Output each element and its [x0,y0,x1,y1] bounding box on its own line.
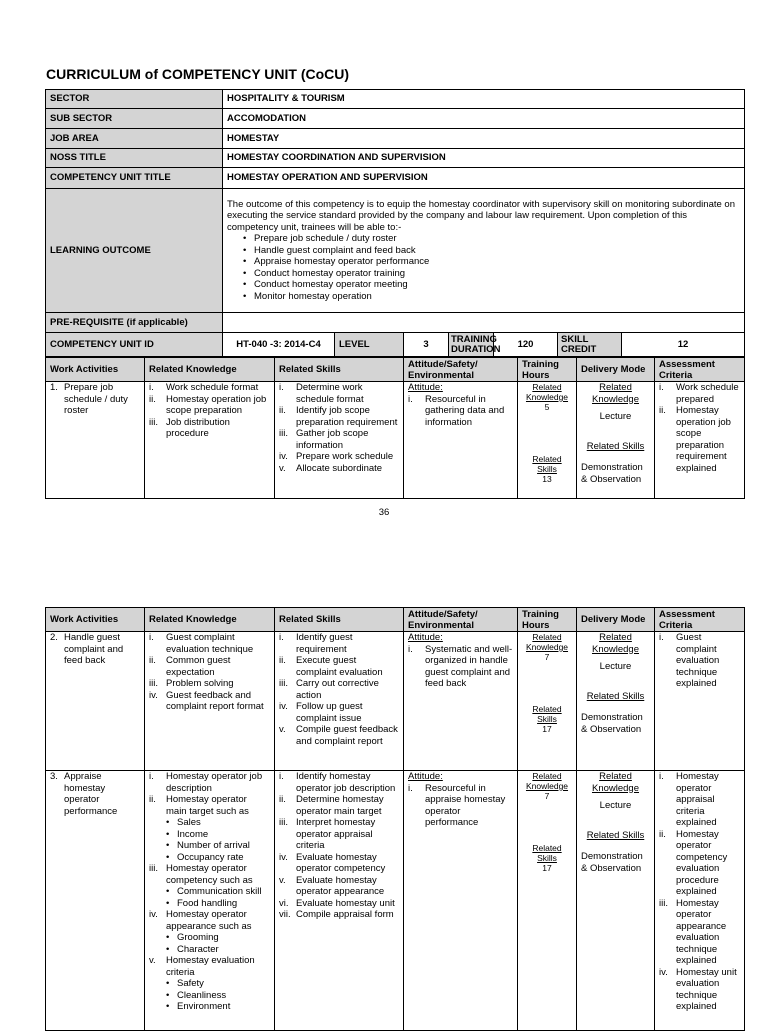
header-work-activities: Work Activities [46,608,145,632]
delivery-mode-cell [577,632,655,771]
header-assessment-criteria: Assessment Criteria [655,608,745,632]
list-item: Homestay operator main target such as [166,794,249,817]
rk-hours-label: Related Knowledge [525,382,569,402]
list-item: • Occupancy rate [166,852,270,864]
list-item: Guest feedback and complaint report format [166,689,264,712]
header-delivery-mode: Delivery Mode [577,358,655,382]
list-item: • Conduct homestay operator training [243,268,740,280]
info-label: SUB SECTOR [46,109,223,129]
list-item: Homestay operator appearance evaluation technique explained [676,897,727,966]
list-item: Job distribution procedure [166,416,230,439]
info-row-sector [46,90,745,109]
learning-outcome-row [46,189,745,313]
related-skills-cell: i. Identify homestay operator job description ii. Determine homestay operator main target iii. Interpret homestay operator appraisal criteria iv. Evaluate homestay operator competency v. Evaluate homestay operator appearance vi. Evaluate homestay unit vii. Compile appraisal form [275,771,404,1031]
list-item: • Grooming [166,932,270,944]
list-item: • Prepare job schedule / duty roster [243,233,740,245]
activity-title: Handle guest complaint and feed back [64,632,124,666]
list-item: Compile guest feedback and complaint report [296,724,398,747]
list-item: Homestay operation job scope preparation [166,393,267,416]
list-item: Gather job scope information [296,428,369,451]
table-row [46,382,745,499]
unit-id-label: COMPETENCY UNIT ID [46,333,223,357]
list-item: • Monitor homestay operation [243,291,740,303]
rk-hours-label: Related Knowledge [525,632,569,652]
training-hours-cell [518,382,577,499]
activity-title: Prepare job schedule / duty roster [64,382,128,416]
prerequisite-value [223,313,745,333]
header-attitude: Attitude/Safety/ Environmental [404,358,518,382]
header-related-knowledge: Related Knowledge [145,608,275,632]
list-item: Evaluate homestay operator competency [296,851,386,874]
rs-hours-label: Related Skills [532,843,562,863]
rk-hours-value: 5 [544,402,550,412]
related-knowledge-cell: i. Homestay operator job description ii. Homestay operator main target such as • Sales • Income • Number of arrival • Occupancy rate iii. Homestay operator competency such as • Communication skill • Food handling iv. Homestay operator appearance such as • Grooming • Character v. Homestay evaluation criteria • Safety • Cleanliness • Environment [145,771,275,1031]
list-item: Common guest expectation [166,655,231,678]
lecture-label: Lecture [599,411,632,422]
list-item: Evaluate homestay operator appearance [296,874,385,897]
prerequisite-row [46,313,745,333]
work-activities-table-page2 [45,607,745,1031]
list-item: • Conduct homestay operator meeting [243,279,740,291]
rk-hours-value: 7 [544,791,550,801]
attitude-label: Attitude: [408,771,443,782]
list-item: • Environment [166,1001,270,1013]
info-label: JOB AREA [46,129,223,149]
list-item: Homestay unit evaluation technique explained [676,966,737,1012]
rs-hours-value: 17 [542,724,552,734]
related-knowledge-cell: i. Work schedule format ii. Homestay operation job scope preparation iii. Job distribution procedure [145,382,275,499]
rs-hours-label: Related Skills [532,704,562,724]
attitude-label: Attitude: [408,382,443,393]
list-item: Carry out corrective action [296,678,379,701]
rs-mode-label: Related Skills [586,829,645,841]
training-hours-cell [518,632,577,771]
header-training-hours: Training Hours [518,608,577,632]
rk-hours-value: 7 [544,652,550,662]
list-item: Homestay evaluation criteria [166,955,255,978]
info-row-sub-sector [46,109,745,129]
list-item: Identify homestay operator job description [296,771,396,794]
list-item: • Cleanliness [166,990,270,1002]
unit-id-value: HT-040 -3: 2014-C4 [223,333,335,357]
list-item: • Food handling [166,898,270,910]
demo-label: Demonstration & Observation [581,712,643,735]
learning-outcome-intro: The outcome of this competency is to equip the homestay coordinator with supervisory skill on monitoring subordinate on executing the service standard provided by the company and labour law requirement. Upon completion of this competency unit, trainees will be able to:- [227,198,735,233]
attitude-cell: Attitude: i. Resourceful in appraise homestay operator performance [404,771,518,1031]
list-item: • Communication skill [166,886,270,898]
work-activity-cell [46,632,145,771]
list-item: Guest complaint evaluation technique [166,632,254,655]
list-item: Resourceful in gathering data and information [425,393,505,428]
list-item: Resourceful in appraise homestay operator performance [425,782,506,828]
work-activity-cell [46,382,145,499]
learning-outcome-list [227,233,740,302]
list-item: Identify job scope preparation requirement [296,405,398,428]
list-item: Allocate subordinate [296,462,383,474]
list-item: Follow up guest complaint issue [296,701,363,724]
list-item: • Handle guest complaint and feed back [243,245,740,257]
level-value: 3 [404,333,449,357]
rk-mode-label: Related Knowledge [591,382,639,405]
header-related-skills: Related Skills [275,608,404,632]
activity-number: 3. [50,771,58,782]
unit-id-row [46,333,745,357]
rk-mode-label: Related Knowledge [591,771,639,794]
list-item: • Income [166,829,270,841]
list-item: Homestay operator competency such as [166,863,253,886]
level-label: LEVEL [335,333,404,357]
rk-hours-label: Related Knowledge [525,771,569,791]
list-item: Problem solving [166,678,234,689]
header-training-hours: Training Hours [518,358,577,382]
learning-outcome-label: LEARNING OUTCOME [46,189,223,313]
unit-info-table [45,89,745,357]
info-label: SECTOR [46,90,223,109]
related-skills-cell: i. Determine work schedule format ii. Identify job scope preparation requirement iii. Gather job scope information iv. Prepare work schedule v. Allocate subordinate [275,382,404,499]
training-hours-cell [518,771,577,1031]
attitude-cell: Attitude: i. Systematic and well-organized in handle guest complaint and feed back [404,632,518,771]
header-related-knowledge: Related Knowledge [145,358,275,382]
list-item: Determine homestay operator main target [296,794,384,817]
lecture-label: Lecture [599,800,632,811]
table-row [46,771,745,1031]
list-item: • Appraise homestay operator performance [243,256,740,268]
skill-credit-cell [558,333,745,357]
skill-credit-value: 12 [677,338,689,350]
list-item: • Number of arrival [166,840,270,852]
page-title: CURRICULUM of COMPETENCY UNIT (CoCU) [46,66,350,82]
work-activities-table-page1 [45,357,745,499]
list-item: Homestay operator appraisal criteria explained [676,771,719,828]
skill-credit-label: SKILL CREDIT [558,333,622,356]
info-value: HOMESTAY [223,129,745,149]
related-skills-cell: i. Identify guest requirement ii. Execute guest complaint evaluation iii. Carry out corrective action iv. Follow up guest complaint issue v. Compile guest feedback and complaint report [275,632,404,771]
prerequisite-label: PRE-REQUISITE (if applicable) [46,313,223,333]
table-header-row [46,358,745,382]
list-item: Execute guest complaint evaluation [296,655,383,678]
list-item: Homestay operation job scope preparation requirement explained [676,405,731,474]
work-activity-cell [46,771,145,1031]
header-related-skills: Related Skills [275,358,404,382]
info-row-job-area [46,129,745,149]
list-item: Prepare work schedule [296,451,394,462]
list-item: Identify guest requirement [296,632,353,655]
list-item: Work schedule format [166,382,259,393]
list-item: Interpret homestay operator appraisal criteria [296,817,376,851]
rk-mode-label: Related Knowledge [591,632,639,655]
lecture-label: Lecture [599,661,632,672]
rs-hours-label: Related Skills [532,454,562,474]
list-item: Work schedule prepared [676,382,739,405]
list-item: Guest complaint evaluation technique explained [676,632,720,689]
activity-number: 1. [50,382,58,393]
header-attitude: Attitude/Safety/ Environmental [404,608,518,632]
page-number: 36 [378,507,390,518]
training-duration-label: TRAINING DURATION [449,333,494,357]
header-assessment-criteria: Assessment Criteria [655,358,745,382]
list-item: Homestay operator competency evaluation procedure explained [676,828,728,897]
info-label: NOSS TITLE [46,149,223,168]
related-knowledge-cell: i. Guest complaint evaluation technique ii. Common guest expectation iii. Problem solving iv. Guest feedback and complaint report format [145,632,275,771]
list-item: Homestay operator job description [166,771,263,794]
table-header-row [46,608,745,632]
learning-outcome-cell [223,189,745,313]
list-item: • Safety [166,978,270,990]
list-item: Homestay operator appearance such as [166,909,252,932]
list-item: • Character [166,944,270,956]
demo-label: Demonstration & Observation [581,851,643,874]
info-value: HOMESTAY COORDINATION AND SUPERVISION [223,149,745,168]
list-item: Evaluate homestay unit [296,897,395,909]
info-row-competency-unit-title [46,168,745,189]
delivery-mode-cell [577,771,655,1031]
rs-hours-value: 13 [542,474,552,484]
demo-label: Demonstration & Observation [581,462,643,485]
attitude-cell: Attitude: i. Resourceful in gathering data and information [404,382,518,499]
info-value: ACCOMODATION [223,109,745,129]
activity-title: Appraise homestay operator performance [64,771,118,817]
info-label: COMPETENCY UNIT TITLE [46,168,223,189]
activity-number: 2. [50,632,58,643]
list-item: Systematic and well-organized in handle guest complaint and feed back [425,643,513,689]
attitude-label: Attitude: [408,632,443,643]
info-value: HOMESTAY OPERATION AND SUPERVISION [223,168,745,189]
assessment-cell: i. Homestay operator appraisal criteria explained ii. Homestay operator competency evaluation procedure explained iii. Homestay operator appearance evaluation technique explained iv. Homestay unit evaluation technique explained [655,771,745,1031]
delivery-mode-cell [577,382,655,499]
rs-hours-value: 17 [542,863,552,873]
header-delivery-mode: Delivery Mode [577,608,655,632]
table-row [46,632,745,771]
rs-mode-label: Related Skills [586,440,645,452]
header-work-activities: Work Activities [46,358,145,382]
list-item: Compile appraisal form [296,909,394,920]
rs-mode-label: Related Skills [586,690,645,702]
info-row-noss-title [46,149,745,168]
list-item: Determine work schedule format [296,382,364,405]
info-value: HOSPITALITY & TOURISM [223,90,745,109]
list-item: • Sales [166,817,270,829]
assessment-cell: i. Work schedule prepared ii. Homestay operation job scope preparation requirement explained [655,382,745,499]
assessment-cell: i. Guest complaint evaluation technique explained [655,632,745,771]
training-duration-value: 120 [494,333,558,357]
